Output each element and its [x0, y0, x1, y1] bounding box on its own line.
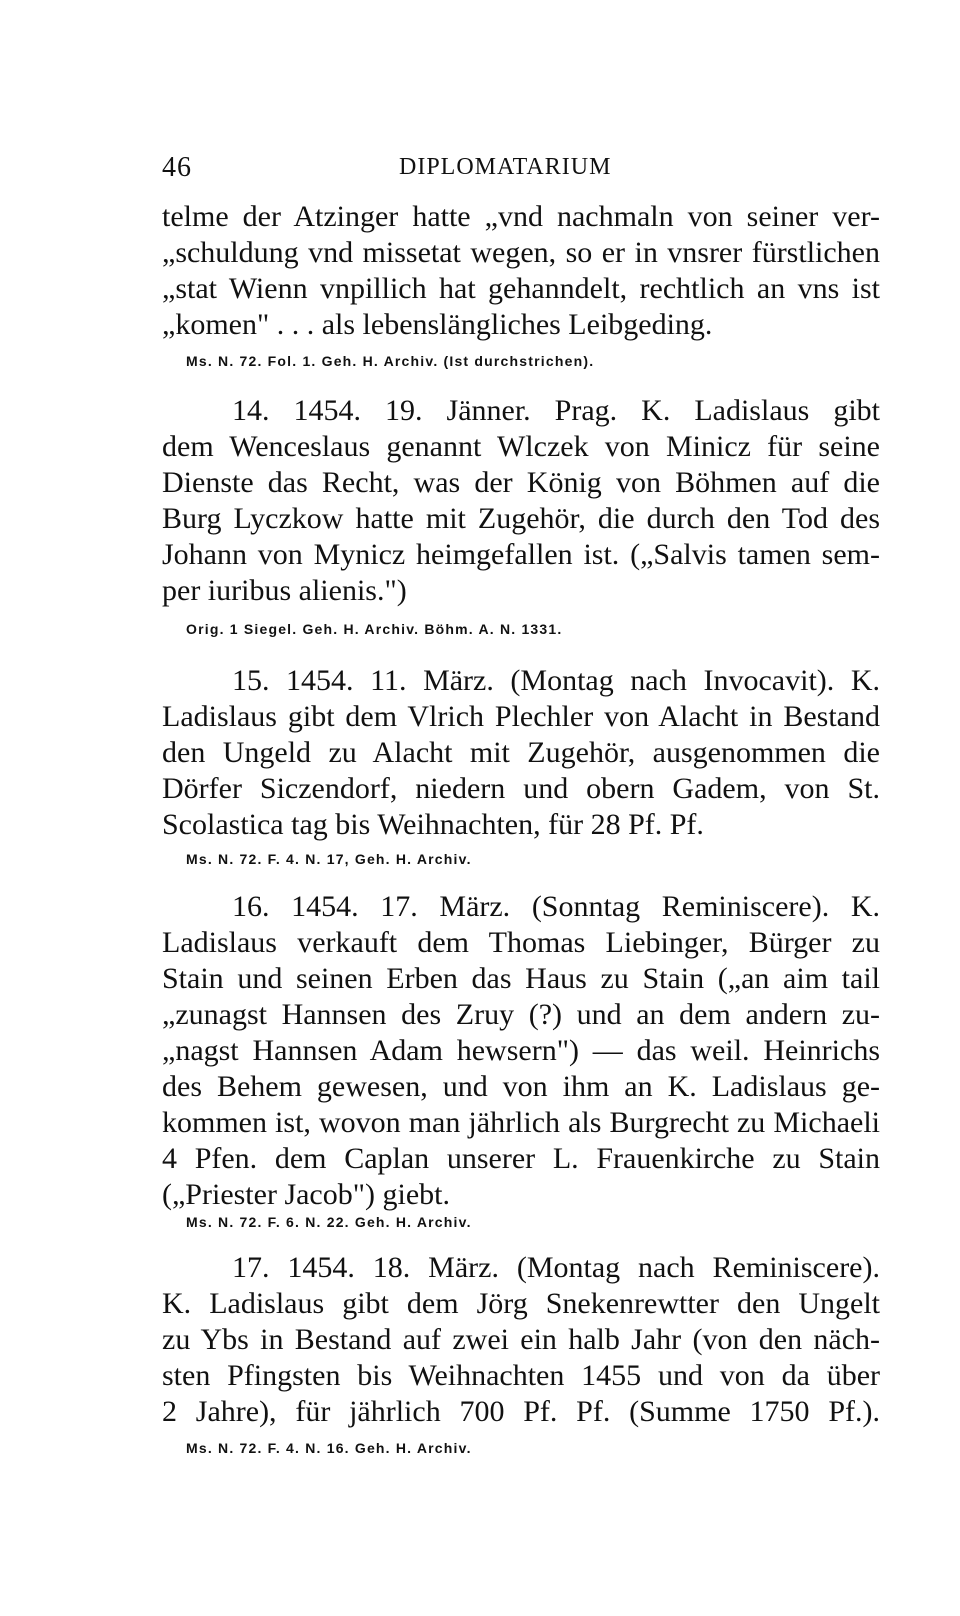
- entry-heading-line: 17. 1454. 18. März. (Montag nach Reminiscere).: [232, 1251, 880, 1284]
- source-citation: Ms. N. 72. Fol. 1. Geh. H. Archiv. (Ist durchstrichen).: [186, 353, 595, 369]
- text-line: Dienste das Recht, was der König von Böhmen auf die: [162, 466, 880, 499]
- source-citation: Ms. N. 72. F. 6. N. 22. Geh. H. Archiv.: [186, 1214, 472, 1230]
- text-line: per iuribus alienis."): [162, 574, 407, 607]
- text-line: den Ungeld zu Alacht mit Zugehör, ausgenommen die: [162, 736, 880, 769]
- text-line: Dörfer Siczendorf, niedern und obern Gadem, von St.: [162, 772, 880, 805]
- text-line: „nagst Hannsen Adam hewsern") — das weil. Heinrichs: [162, 1034, 880, 1067]
- text-line: 2 Jahre), für jährlich 700 Pf. Pf. (Summe 1750 Pf.).: [162, 1395, 880, 1428]
- text-line: „zunagst Hannsen des Zruy (?) und an dem andern zu-: [162, 998, 880, 1031]
- page-header: [162, 152, 882, 186]
- entry-heading-line: 16. 1454. 17. März. (Sonntag Reminiscere). K.: [232, 890, 880, 923]
- source-citation: Ms. N. 72. F. 4. N. 17, Geh. H. Archiv.: [186, 851, 472, 867]
- text-line: Scolastica tag bis Weihnachten, für 28 Pf. Pf.: [162, 808, 704, 841]
- text-line: 4 Pfen. dem Caplan unserer L. Frauenkirche zu Stain: [162, 1142, 880, 1175]
- text-line: Ladislaus gibt dem Vlrich Plechler von Alacht in Bestand: [162, 700, 880, 733]
- text-line: telme der Atzinger hatte „vnd nachmaln von seiner ver-: [162, 200, 880, 233]
- text-line: „schuldung vnd missetat wegen, so er in vnsrer fürstlichen: [162, 236, 880, 269]
- entry-heading-line: 15. 1454. 11. März. (Montag nach Invocavit). K.: [232, 664, 880, 697]
- source-citation: Orig. 1 Siegel. Geh. H. Archiv. Böhm. A. N. 1331.: [186, 621, 563, 637]
- page-number: 46: [162, 152, 192, 183]
- running-title: DIPLOMATARIUM: [399, 154, 612, 180]
- text-line: „komen" . . . als lebenslängliches Leibgeding.: [162, 308, 713, 341]
- text-line: dem Wenceslaus genannt Wlczek von Minicz für seine: [162, 430, 880, 463]
- text-line: kommen ist, wovon man jährlich als Burgrecht zu Michaeli: [162, 1106, 880, 1139]
- text-line: des Behem gewesen, und von ihm an K. Ladislaus ge-: [162, 1070, 880, 1103]
- text-line: sten Pfingsten bis Weihnachten 1455 und von da über: [162, 1359, 880, 1392]
- text-line: zu Ybs in Bestand auf zwei ein halb Jahr (von den näch-: [162, 1323, 880, 1356]
- text-line: Ladislaus verkauft dem Thomas Liebinger, Bürger zu: [162, 926, 880, 959]
- entry-heading-line: 14. 1454. 19. Jänner. Prag. K. Ladislaus gibt: [232, 394, 880, 427]
- text-line: Burg Lyczkow hatte mit Zugehör, die durch den Tod des: [162, 502, 880, 535]
- text-line: K. Ladislaus gibt dem Jörg Snekenrewtter den Ungelt: [162, 1287, 880, 1320]
- source-citation: Ms. N. 72. F. 4. N. 16. Geh. H. Archiv.: [186, 1440, 472, 1456]
- text-line: („Priester Jacob") giebt.: [162, 1178, 450, 1211]
- text-line: Johann von Mynicz heimgefallen ist. („Salvis tamen sem-: [162, 538, 880, 571]
- text-line: „stat Wienn vnpillich hat gehanndelt, rechtlich an vns ist: [162, 272, 880, 305]
- text-line: Stain und seinen Erben das Haus zu Stain („an aim tail: [162, 962, 880, 995]
